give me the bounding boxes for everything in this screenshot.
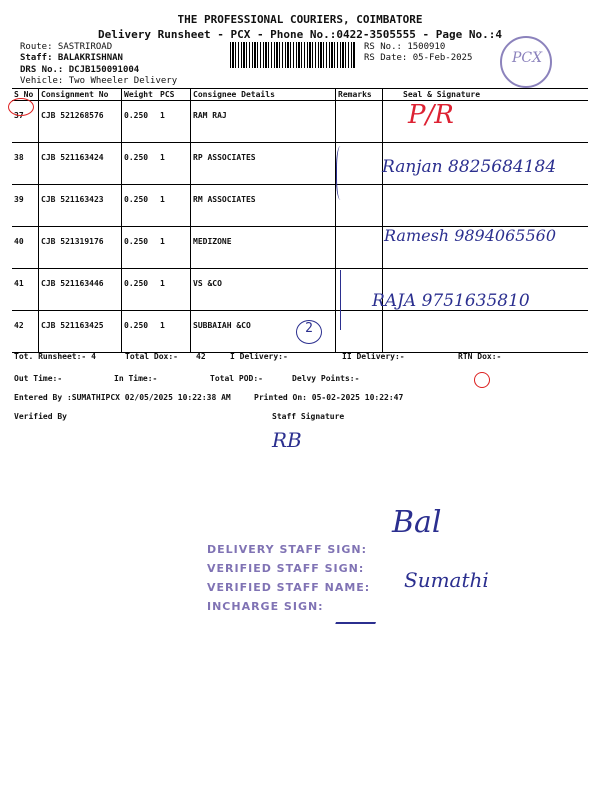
handwriting-pr: P/R (408, 100, 454, 130)
runsheet-table (12, 88, 588, 353)
cell-consignee: RM ASSOCIATES (191, 185, 336, 227)
cell-remarks (336, 311, 383, 353)
staff-label: Staff: BALAKRISHNAN (20, 53, 123, 63)
barcode (230, 42, 356, 68)
cell-sno: 38 (12, 143, 39, 185)
pcx-stamp (500, 36, 552, 88)
table-row (12, 101, 588, 143)
staff-signature-label: Staff Signature (272, 412, 345, 421)
cell-weight: 0.250 (122, 227, 159, 269)
cell-consignment: CJB 521319176 (39, 227, 122, 269)
cell-seal (383, 185, 589, 227)
verified-by: Verified By (14, 412, 67, 421)
cell-sno: 37 (12, 101, 39, 143)
col-weight: Weight (122, 89, 159, 101)
handwriting-ranjan: Ranjan 8825684184 (382, 157, 557, 177)
cell-consignment: CJB 521163446 (39, 269, 122, 311)
total-dox-value: 42 (196, 352, 206, 361)
i-delivery: I Delivery:- (230, 352, 288, 361)
cell-weight: 0.250 (122, 311, 159, 353)
total-dox-label: Total Dox:- (125, 352, 178, 361)
runsheet-title: Delivery Runsheet - PCX - Phone No.:0422-3505555 - Page No.:4 (98, 28, 502, 41)
cell-pcs: 1 (158, 269, 191, 311)
staff-sign-mark: RB (272, 428, 302, 452)
cell-sno: 42 (12, 311, 39, 353)
rs-date: RS Date: 05-Feb-2025 (364, 53, 473, 63)
cell-remarks (336, 101, 383, 143)
cell-consignment: CJB 521268576 (39, 101, 122, 143)
cell-weight: 0.250 (122, 269, 159, 311)
cell-sno: 40 (12, 227, 39, 269)
cell-weight: 0.250 (122, 101, 159, 143)
cell-weight: 0.250 (122, 143, 159, 185)
table-header-row (12, 89, 588, 101)
col-remarks: Remarks (336, 89, 383, 101)
cell-pcs: 1 (158, 185, 191, 227)
total-pod: Total POD:- (210, 374, 263, 383)
in-time: In Time:- (114, 374, 158, 383)
tot-runsheet: Tot. Runsheet:- 4 (14, 352, 96, 361)
cell-seal (383, 311, 589, 353)
rtn-dox: RTN Dox:- (458, 352, 502, 361)
cell-consignment: CJB 521163425 (39, 311, 122, 353)
cell-weight: 0.250 (122, 185, 159, 227)
cell-consignment: CJB 521163424 (39, 143, 122, 185)
col-sno: S No (12, 89, 39, 101)
col-consignee: Consignee Details (191, 89, 336, 101)
rs-no: RS No.: 1500910 (364, 42, 446, 52)
handwriting-raja: RAJA 9751635810 (372, 291, 530, 311)
circle-mark-red (8, 98, 34, 116)
stamp-incharge-sign: INCHARGE SIGN: (207, 600, 324, 613)
col-consignment: Consignment No (39, 89, 122, 101)
cell-remarks (336, 227, 383, 269)
cell-sno: 39 (12, 185, 39, 227)
ii-delivery: II Delivery:- (342, 352, 405, 361)
cell-consignee: SUBBAIAH &CO (191, 311, 336, 353)
cell-pcs: 1 (158, 227, 191, 269)
cell-consignee: MEDIZONE (191, 227, 336, 269)
route-label: Route: SASTRIROAD (20, 42, 113, 52)
incharge-signature-mark (335, 598, 384, 624)
stamp-delivery-sign: DELIVERY STAFF SIGN: (207, 543, 368, 556)
drs-label: DRS No.: DCJB150091004 (20, 65, 140, 75)
company-name: THE PROFESSIONAL COURIERS, COIMBATORE (177, 13, 423, 26)
col-pcs: PCS (158, 89, 191, 101)
delivery-signature: Bal (392, 505, 442, 540)
printed-on: Printed On: 05-02-2025 10:22:47 (254, 393, 404, 402)
table-row (12, 185, 588, 227)
stamp-verified-sign: VERIFIED STAFF SIGN: (207, 562, 365, 575)
bracket-mark (332, 270, 341, 330)
entered-by: Entered By :SUMATHIPCX 02/05/2025 10:22:38 AM (14, 393, 231, 402)
cell-consignee: RP ASSOCIATES (191, 143, 336, 185)
cell-consignee: RAM RAJ (191, 101, 336, 143)
handwriting-ramesh: Ramesh 9894065560 (384, 226, 556, 245)
cell-pcs: 1 (158, 143, 191, 185)
col-seal: Seal & Signature (383, 89, 589, 101)
brace-mark (336, 146, 347, 200)
stamp-verified-name: VERIFIED STAFF NAME: (207, 581, 371, 594)
pcx-stamp-text: PCX (512, 50, 543, 66)
delvy-points: Delvy Points:- (292, 374, 360, 383)
out-time: Out Time:- (14, 374, 63, 383)
circled-number: 2 (296, 320, 322, 344)
cell-consignee: VS &CO (191, 269, 336, 311)
verified-name-handwriting: Sumathi (404, 568, 489, 592)
cell-pcs: 1 (158, 101, 191, 143)
cell-sno: 41 (12, 269, 39, 311)
cell-pcs: 1 (158, 311, 191, 353)
vehicle-label: Vehicle: Two Wheeler Delivery (20, 76, 178, 86)
red-circle-mark (474, 372, 490, 388)
cell-consignment: CJB 521163423 (39, 185, 122, 227)
